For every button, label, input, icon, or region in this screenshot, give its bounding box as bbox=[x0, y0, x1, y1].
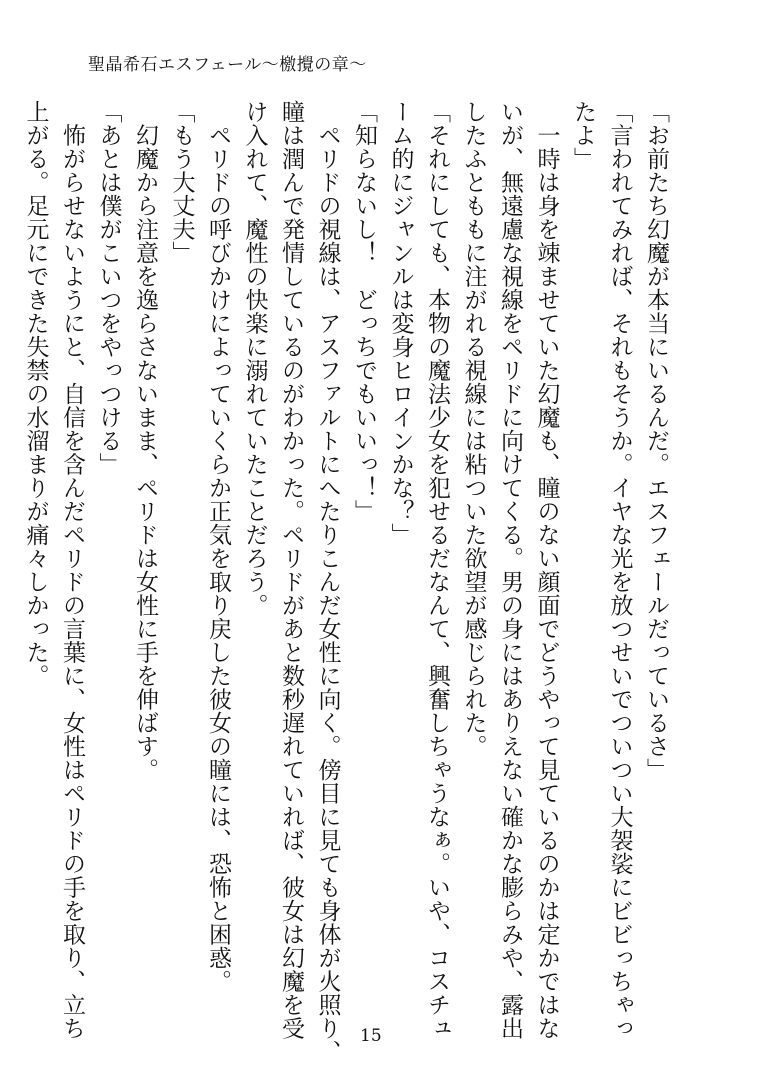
text-line: 「知らないし！ どっちでもいいっ！」 bbox=[351, 100, 377, 523]
text-line: いが、無遠慮な視線をペリドに向けてくる。男の身にはありえない確かな膨らみや、露出 bbox=[497, 100, 523, 1040]
text-line: 「お前たち幻魔が本当にいるんだ。エスフェールだっているさ」 bbox=[643, 100, 669, 782]
text-line: 「言われてみれば、それもそうか。イヤな光を放つせいでついつい大袈裟にビビっちゃっ bbox=[606, 100, 633, 1040]
text-line: 一時は身を竦ませていた幻魔も、瞳のない顔面でどうやって見ているのかは定かではな bbox=[533, 100, 560, 1040]
page-number: 15 bbox=[360, 1026, 382, 1046]
text-line: 「あとは僕がこいつをやっつける」 bbox=[95, 100, 122, 476]
text-line: 「それにしても、本物の魔法少女を犯せるだなんて、興奮しちゃうなぁ。いや、コスチュ bbox=[424, 100, 450, 1040]
vertical-body-text bbox=[17, 100, 674, 1064]
text-line: 「もう大丈夫」 bbox=[168, 100, 195, 265]
running-header: 聖晶希石エスフェール〜檄攪の章〜 bbox=[88, 55, 367, 75]
text-line: 幻魔から注意を逸らさないまま、ペリドは女性に手を伸ばす。 bbox=[132, 100, 158, 782]
text-line: 怖がらせないようにと、自信を含んだペリドの言葉に、女性はペリドの手を取り、立ち bbox=[59, 100, 85, 1040]
text-line: 瞳は潤んで発情しているのがわかった。ペリドがあと数秒遅れていれば、彼女は幻魔を受 bbox=[278, 100, 304, 1040]
text-line: け入れて、魔性の快楽に溺れていたことだろう。 bbox=[241, 100, 268, 617]
text-line: たよ」 bbox=[570, 100, 596, 171]
text-line: 上がる。足元にできた失禁の水溜まりが痛々しかった。 bbox=[22, 100, 49, 688]
text-line: したふとももに注がれる視線には粘ついた欲望が感じられた。 bbox=[460, 100, 487, 758]
text-line: ーム的にジャンルは変身ヒロインかな？」 bbox=[387, 100, 414, 547]
text-line: ペリドの呼びかけによっていくらか正気を取り戻した彼女の瞳には、恐怖と困惑。 bbox=[205, 100, 231, 993]
text-line: ペリドの視線は、アスファルトにへたりこんだ女性に向く。傍目に見ても身体が火照り、 bbox=[314, 100, 341, 1064]
